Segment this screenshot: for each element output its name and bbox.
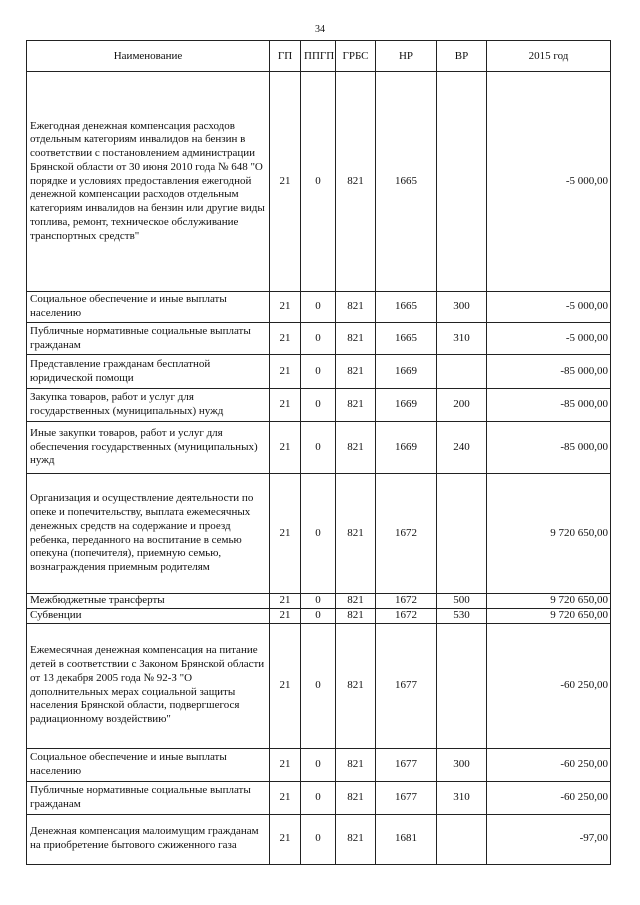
cell-grbs: 821 — [336, 355, 376, 389]
cell-vr: 240 — [437, 422, 487, 474]
header-row — [27, 41, 611, 72]
cell-vr: 310 — [437, 781, 487, 814]
cell-nr: 1665 — [376, 323, 437, 355]
table-row — [27, 608, 611, 623]
table-row — [27, 323, 611, 355]
budget-table — [26, 40, 611, 865]
cell-grbs: 821 — [336, 422, 376, 474]
cell-gp: 21 — [270, 389, 301, 422]
cell-name: Межбюджетные трансферты — [27, 594, 270, 609]
cell-gp: 21 — [270, 814, 301, 864]
cell-grbs: 821 — [336, 814, 376, 864]
header-ppgp: ППГП — [301, 41, 336, 72]
cell-name: Закупка товаров, работ и услуг для государственных (муниципальных) нужд — [27, 389, 270, 422]
cell-nr: 1681 — [376, 814, 437, 864]
table-row — [27, 422, 611, 474]
cell-nr: 1669 — [376, 355, 437, 389]
cell-vr — [437, 814, 487, 864]
cell-amount: -5 000,00 — [487, 72, 611, 292]
cell-grbs: 821 — [336, 608, 376, 623]
cell-grbs: 821 — [336, 781, 376, 814]
page-number: 34 — [315, 24, 325, 35]
cell-ppgp: 0 — [301, 72, 336, 292]
cell-ppgp: 0 — [301, 389, 336, 422]
cell-ppgp: 0 — [301, 814, 336, 864]
cell-grbs: 821 — [336, 389, 376, 422]
cell-gp: 21 — [270, 474, 301, 594]
table-row — [27, 72, 611, 292]
cell-gp: 21 — [270, 623, 301, 748]
table-row — [27, 292, 611, 323]
cell-nr: 1669 — [376, 389, 437, 422]
cell-ppgp: 0 — [301, 781, 336, 814]
cell-gp: 21 — [270, 292, 301, 323]
header-grbs: ГРБС — [336, 41, 376, 72]
table-row — [27, 748, 611, 781]
cell-nr: 1677 — [376, 781, 437, 814]
cell-amount: -60 250,00 — [487, 748, 611, 781]
cell-grbs: 821 — [336, 323, 376, 355]
cell-nr: 1672 — [376, 474, 437, 594]
cell-vr: 300 — [437, 292, 487, 323]
cell-nr: 1677 — [376, 623, 437, 748]
table-row — [27, 355, 611, 389]
cell-gp: 21 — [270, 748, 301, 781]
cell-ppgp: 0 — [301, 422, 336, 474]
cell-nr: 1669 — [376, 422, 437, 474]
header-vr: ВР — [437, 41, 487, 72]
cell-amount: 9 720 650,00 — [487, 608, 611, 623]
header-year: 2015 год — [487, 41, 611, 72]
cell-name: Публичные нормативные социальные выплаты гражданам — [27, 323, 270, 355]
cell-amount: -5 000,00 — [487, 292, 611, 323]
cell-ppgp: 0 — [301, 608, 336, 623]
cell-gp: 21 — [270, 422, 301, 474]
cell-amount: -60 250,00 — [487, 781, 611, 814]
cell-amount: 9 720 650,00 — [487, 474, 611, 594]
table-row — [27, 814, 611, 864]
cell-amount: -85 000,00 — [487, 422, 611, 474]
cell-vr: 300 — [437, 748, 487, 781]
cell-grbs: 821 — [336, 292, 376, 323]
cell-gp: 21 — [270, 781, 301, 814]
cell-ppgp: 0 — [301, 323, 336, 355]
cell-vr — [437, 72, 487, 292]
cell-gp: 21 — [270, 323, 301, 355]
cell-gp: 21 — [270, 608, 301, 623]
cell-gp: 21 — [270, 594, 301, 609]
cell-amount: -85 000,00 — [487, 389, 611, 422]
cell-grbs: 821 — [336, 474, 376, 594]
header-gp: ГП — [270, 41, 301, 72]
cell-nr: 1677 — [376, 748, 437, 781]
table-row — [27, 389, 611, 422]
cell-name: Публичные нормативные социальные выплаты гражданам — [27, 781, 270, 814]
table-row — [27, 594, 611, 609]
cell-name: Ежемесячная денежная компенсация на питание детей в соответствии с Законом Брянской области от 13 декабря 2005 года № 92-З "О дополнительных мерах социальной защиты населения Брянской области, подвергшегося радиационному воздействию" — [27, 623, 270, 748]
cell-ppgp: 0 — [301, 474, 336, 594]
cell-nr: 1665 — [376, 72, 437, 292]
table-row — [27, 474, 611, 594]
cell-ppgp: 0 — [301, 292, 336, 323]
cell-vr: 530 — [437, 608, 487, 623]
cell-amount: -60 250,00 — [487, 623, 611, 748]
table-row — [27, 781, 611, 814]
cell-amount: -5 000,00 — [487, 323, 611, 355]
cell-gp: 21 — [270, 355, 301, 389]
cell-name: Социальное обеспечение и иные выплаты населению — [27, 748, 270, 781]
cell-ppgp: 0 — [301, 623, 336, 748]
cell-name: Денежная компенсация малоимущим гражданам на приобретение бытового сжиженного газа — [27, 814, 270, 864]
cell-vr — [437, 355, 487, 389]
cell-name: Представление гражданам бесплатной юридической помощи — [27, 355, 270, 389]
header-name: Наименование — [27, 41, 270, 72]
cell-amount: -85 000,00 — [487, 355, 611, 389]
cell-vr — [437, 474, 487, 594]
cell-amount: -97,00 — [487, 814, 611, 864]
cell-vr — [437, 623, 487, 748]
cell-vr: 310 — [437, 323, 487, 355]
cell-nr: 1665 — [376, 292, 437, 323]
cell-name: Социальное обеспечение и иные выплаты населению — [27, 292, 270, 323]
cell-nr: 1672 — [376, 608, 437, 623]
cell-nr: 1672 — [376, 594, 437, 609]
cell-ppgp: 0 — [301, 748, 336, 781]
cell-vr: 500 — [437, 594, 487, 609]
cell-ppgp: 0 — [301, 594, 336, 609]
cell-gp: 21 — [270, 72, 301, 292]
cell-grbs: 821 — [336, 623, 376, 748]
table-row — [27, 623, 611, 748]
cell-name: Ежегодная денежная компенсация расходов отдельным категориям инвалидов на бензин в соответствии с постановлением администрации Брянской области от 30 июня 2010 года № 648 "О порядке и условиях предоставления ежегодной денежной компенсации расходов отдельным категориям инвалидов на бензин или другие виды топлива, ремонт, техническое обслуживание транспортных средств" — [27, 72, 270, 292]
cell-grbs: 821 — [336, 72, 376, 292]
cell-grbs: 821 — [336, 594, 376, 609]
cell-name: Организация и осуществление деятельности по опеке и попечительству, выплата ежемесячных денежных средств на содержание и проезд ребенка, переданного на воспитание в семью опекуна (попечителя), приемную семью, вознаграждения приемным родителям — [27, 474, 270, 594]
cell-name: Субвенции — [27, 608, 270, 623]
cell-amount: 9 720 650,00 — [487, 594, 611, 609]
cell-grbs: 821 — [336, 748, 376, 781]
cell-vr: 200 — [437, 389, 487, 422]
cell-name: Иные закупки товаров, работ и услуг для обеспечения государственных (муниципальных) нужд — [27, 422, 270, 474]
cell-ppgp: 0 — [301, 355, 336, 389]
header-nr: НР — [376, 41, 437, 72]
